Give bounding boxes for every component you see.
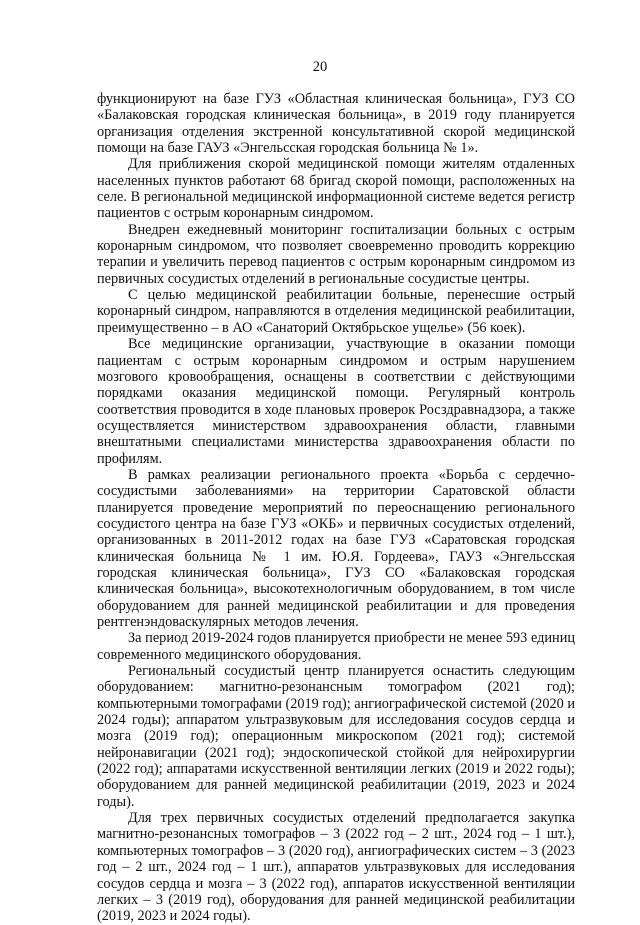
paragraph-daily-monitoring: Внедрен ежедневный мониторинг госпитализации больных с острым коронарным синдромом, что позволяет своевременно проводить коррекцию терапии и увеличить перевод пациентов с острым коронарным синдромом из первичных сосудистых отделений в региональные сосудистые центры.: [97, 221, 575, 287]
paragraph-regional-center-equipment: Региональный сосудистый центр планируется оснастить следующим оборудованием: магнитно-резонансным томографом (2021 год); компьютерными томографами (2019 год); ангиографической системой (2020 и 2024 годы); аппаратом ультразвуковым для исследования сосудов сердца и мозга (2019 год); операционным микроскопом (2021 год); системой нейронавигации (2021 год); эндоскопической стойкой для нейрохирургии (2022 год); аппаратами искусственной вентиляции легких (2019 и 2022 годы); оборудованием для ранней медицинской реабилитации (2019, 2023 и 2024 годы).: [97, 663, 575, 810]
paragraph-ambulance-departments: функционируют на базе ГУЗ «Областная клиническая больница», ГУЗ СО «Балаковская городская клиническая больница», в 2019 году планируется организация отделения экстренной консультативной скорой медицинской помощи на базе ГАУЗ «Энгельсская городская больница № 1».: [97, 91, 575, 157]
paragraph-primary-departments-equipment: Для трех первичных сосудистых отделений предполагается закупка магнитно-резонансных томографов – 3 (2022 год – 2 шт., 2024 год – 1 шт.), компьютерных томографов – 3 (2020 год), ангиографических систем – 3 (2023 год – 2 шт., 2024 год – 1 шт.), аппаратов ультразвуковых для исследования сосудов сердца и мозга – 3 (2022 год), аппаратов искусственной вентиляции легких – 3 (2019 год), оборудования для ранней медицинской реабилитации (2019, 2023 и 2024 годы).: [97, 810, 575, 925]
paragraph-regional-project: В рамках реализации регионального проекта «Борьба с сердечно-сосудистыми заболеваниями» на территории Саратовской области планируется проведение мероприятий по переоснащению регионального сосудистого центра на базе ГУЗ «ОКБ» и первичных сосудистых отделений, организованных в 2011-2012 годах на базе ГУЗ «Саратовская городская клиническая больница № 1 им. Ю.Я. Гордеева», ГАУЗ «Энгельсская городская клиническая больница», ГУЗ СО «Балаковская городская клиническая больница», высокотехнологичным оборудованием, в том числе оборудованием для ранней медицинской реабилитации и для проведения рентгенэндоваскулярных методов лечения.: [97, 466, 575, 630]
document-body: [97, 91, 575, 925]
paragraph-equipment-compliance: Все медицинские организации, участвующие в оказании помощи пациентам с острым коронарным синдромом и острым нарушением мозгового кровообращения, оснащены в соответствии с действующими порядками оказания медицинской помощи. Регулярный контроль соответствия проводится в ходе плановых проверок Росздравнадзора, а также осуществляется министерством здравоохранения области, главными внештатными специалистами министерства здравоохранения области по профилям.: [97, 336, 575, 467]
paragraph-rehabilitation: С целью медицинской реабилитации больные, перенесшие острый коронарный синдром, направляются в отделения медицинской реабилитации, преимущественно – в АО «Санаторий Октябрьское ущелье» (56 коек).: [97, 287, 575, 336]
paragraph-rural-ambulance-teams: Для приближения скорой медицинской помощи жителям отдаленных населенных пунктов работают 68 бригад скорой помощи, расположенных на селе. В региональной медицинской информационной системе ведется регистр пациентов с острым коронарным синдромом.: [97, 156, 575, 222]
paragraph-equipment-purchase: За период 2019-2024 годов планируется приобрести не менее 593 единиц современного медицинского оборудования.: [97, 630, 575, 663]
page-number: 20: [312, 59, 328, 75]
